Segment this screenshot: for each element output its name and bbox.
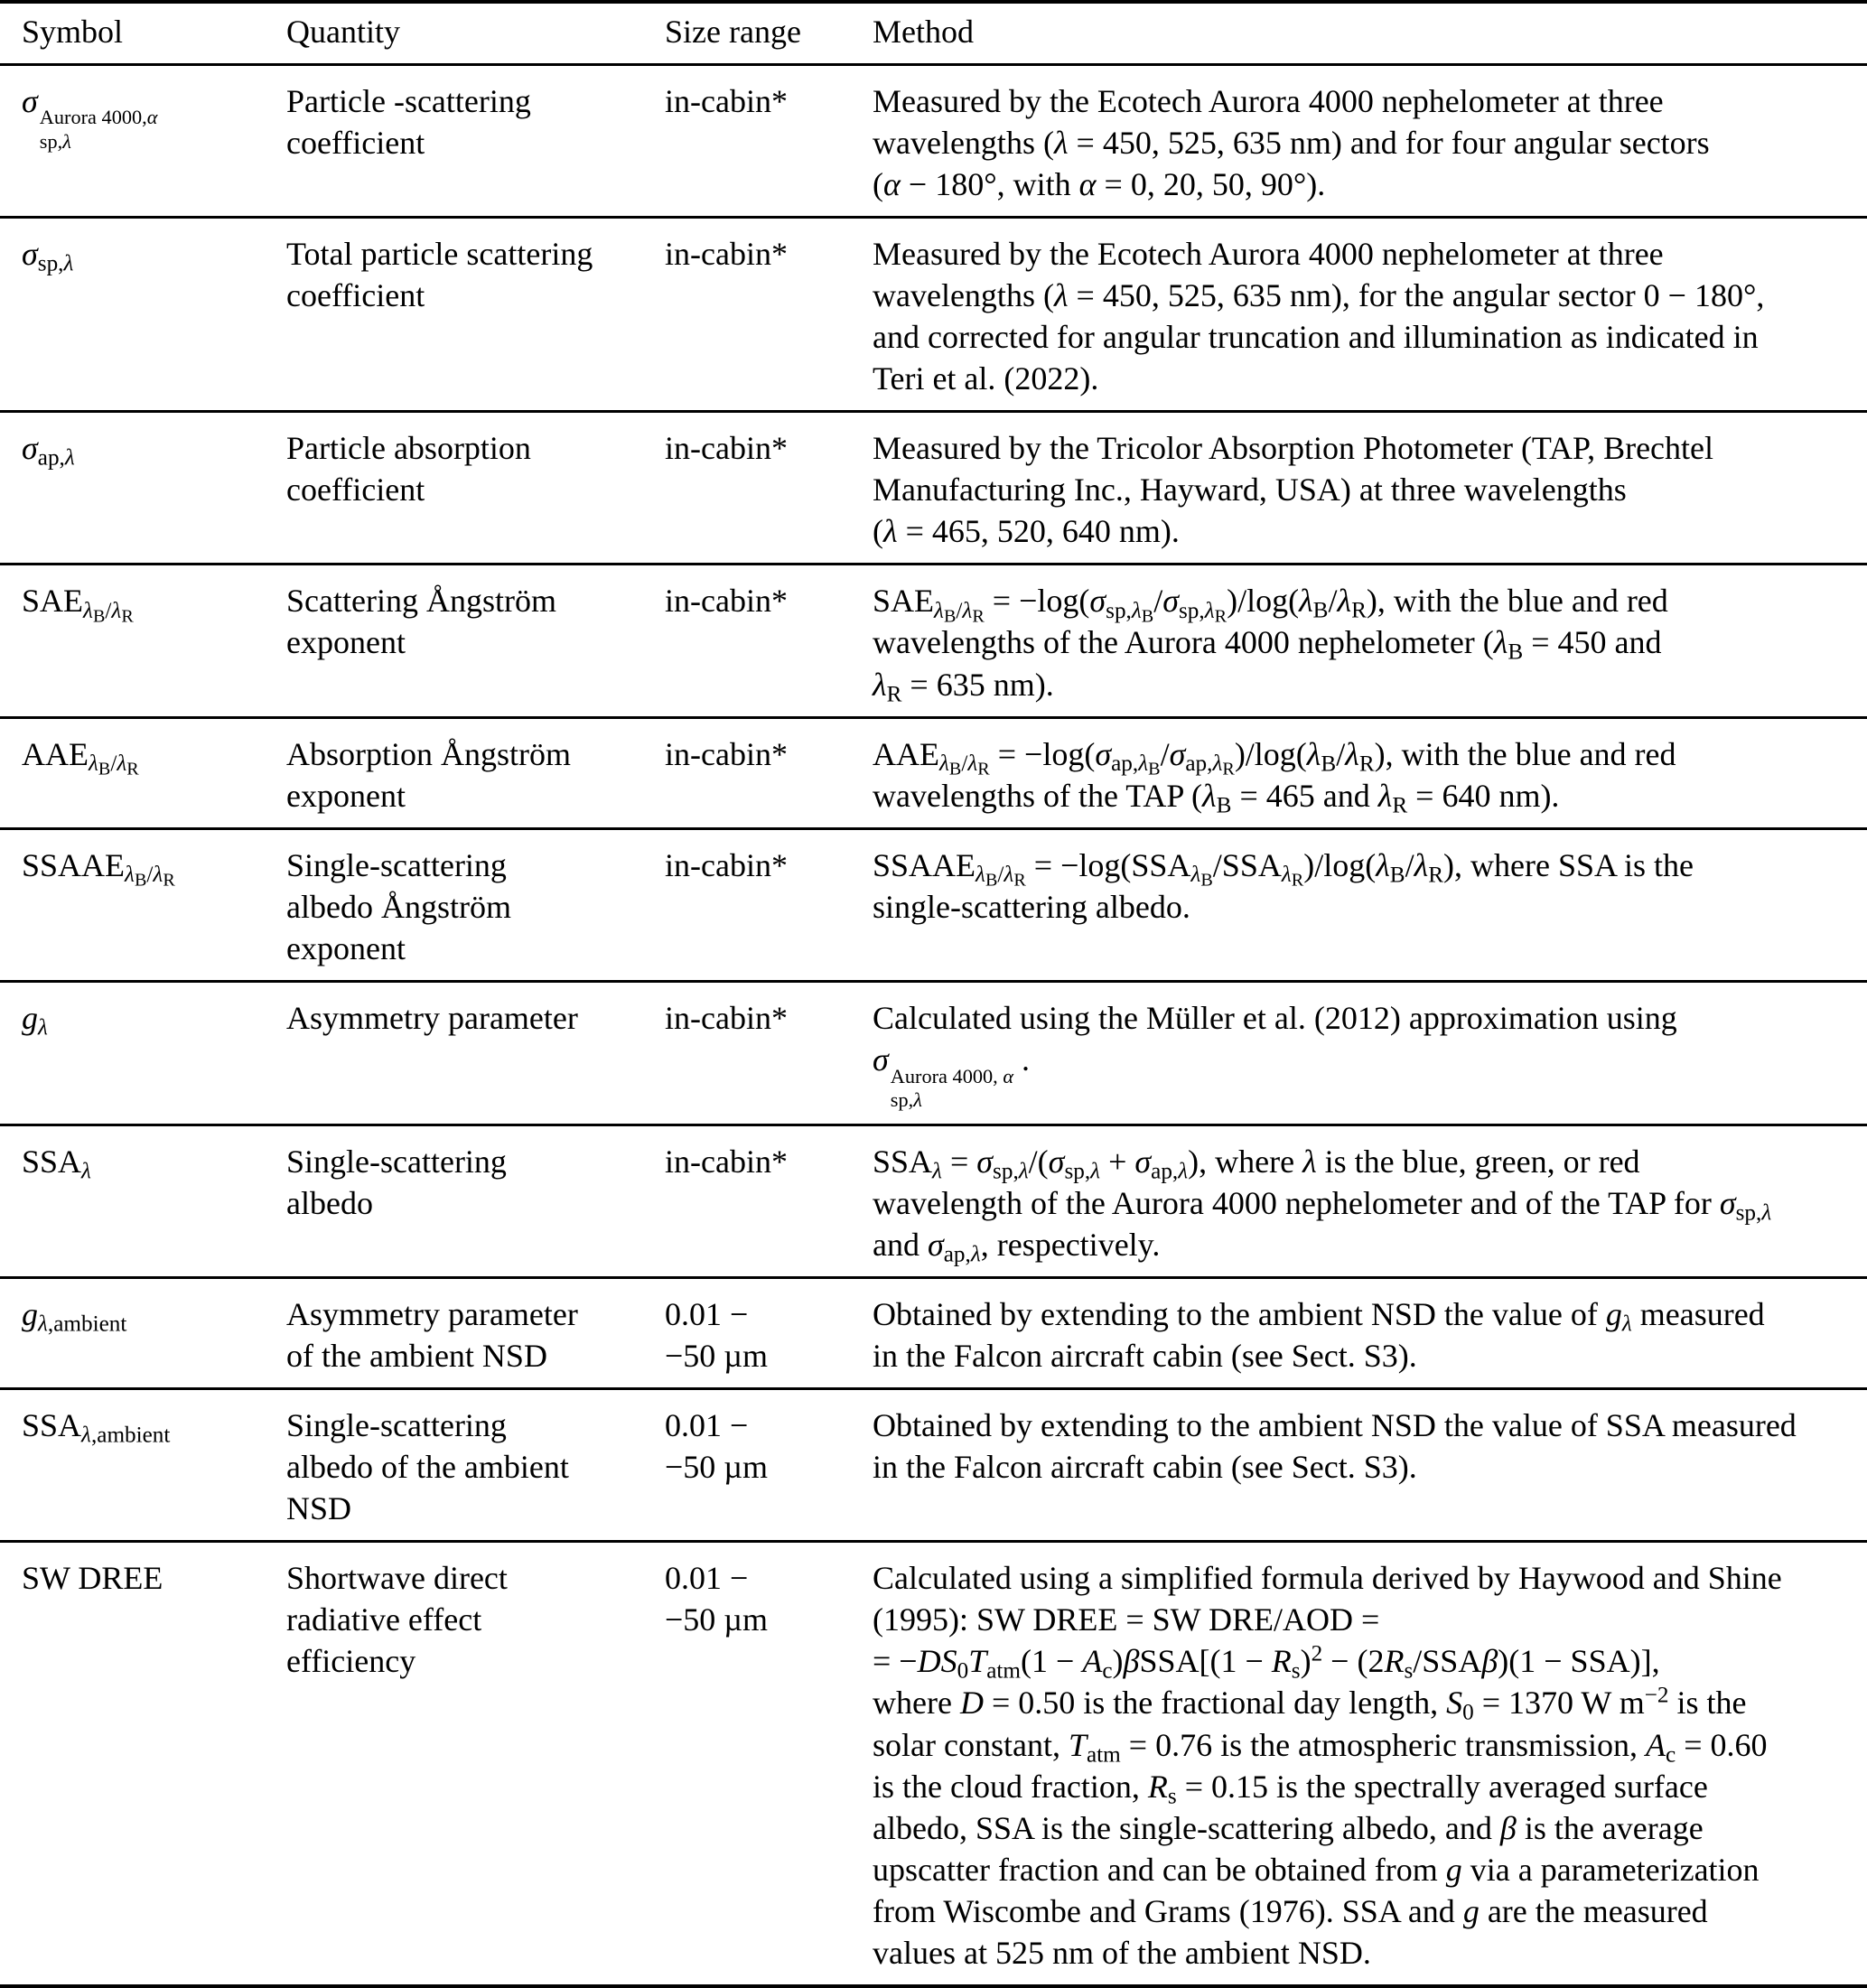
table-row	[0, 1388, 1867, 1541]
size-range-cell: in-cabin*	[665, 217, 873, 411]
symbol-cell: $SSA_{\lambda,ambient}$	[0, 1388, 286, 1541]
quantity-cell: Single-scattering albedo of the ambient NSD	[286, 1388, 665, 1541]
size-range-cell: 0.01 − −50 µm	[665, 1560, 769, 1638]
method-cell: Obtained by extending to the ambient NSD the value of SSA measured in the Falcon aircraft cabin (see Sect. S3).	[873, 1388, 1867, 1541]
table-row	[0, 828, 1867, 981]
table-row	[0, 565, 1867, 717]
symbol-cell: $\sigma_{ap,\lambda}$	[0, 412, 286, 565]
table-body	[0, 64, 1867, 1986]
table-row	[0, 982, 1867, 1125]
method-cell: Obtained by extending to the ambient NSD the value of $g_\lambda$ measured in the Falcon aircraft cabin (see Sect. S3).	[873, 1277, 1867, 1388]
method-cell: Measured by the Tricolor Absorption Photometer (TAP, Brechtel Manufacturing Inc., Hayward, USA) at three wavelengths (λ = 465, 520, 640 nm).	[873, 412, 1867, 565]
size-range-cell: in-cabin*	[665, 565, 873, 717]
quantity-cell: Single-scattering albedo	[286, 1125, 665, 1277]
table-row	[0, 1277, 1867, 1388]
column-header-size-range: Size range	[665, 2, 873, 64]
method-cell: Measured by the Ecotech Aurora 4000 nephelometer at three wavelengths (λ = 450, 525, 635 nm) and for four angular sectors (α − 180°, with α = 0, 20, 50, 90°).	[873, 64, 1867, 217]
symbol-cell: $SAE_{\lambda_B/\lambda_R}$	[0, 565, 286, 717]
symbol-cell: $AAE_{\lambda_B/\lambda_R}$	[0, 717, 286, 828]
method-cell: Measured by the Ecotech Aurora 4000 nephelometer at three wavelengths (λ = 450, 525, 635 nm), for the angular sector 0 − 180°, and corrected for angular truncation and illumination as indicated in Teri et al. (2022).	[873, 217, 1867, 411]
symbol-cell: $SSAAE_{\lambda_B/\lambda_R}$	[0, 828, 286, 981]
method-cell: $SSAAE_{\lambda_B/\lambda_R} = -\log(SSA_{\lambda_B}/SSA_{\lambda_R})/\log(\lambda_B/\lambda_R)$, where SSA is the single-scattering albedo.	[873, 828, 1867, 981]
table-row	[0, 1125, 1867, 1277]
quantity-cell: Single-scattering albedo Ångström exponent	[286, 828, 665, 981]
method-cell: $SAE_{\lambda_B/\lambda_R} = -\log(\sigma_{sp,\lambda_B}/\sigma_{sp,\lambda_R})/\log(\lambda_B/\lambda_R)$, with the blue and red wavelengths of the Aurora 4000 nephelometer ($\lambda_B = 450$ and $\lambda_R = 635$ nm).	[873, 565, 1867, 717]
symbol-cell: $g_{\lambda,ambient}$	[0, 1277, 286, 1388]
quantity-cell: Total particle scattering coefficient	[286, 217, 665, 411]
table-row	[0, 1542, 1867, 1986]
size-range-cell: 0.01 − −50 µm	[665, 1388, 873, 1541]
quantity-cell: Shortwave direct radiative effect efficiency	[286, 1560, 508, 1680]
method-cell: Calculated using a simplified formula derived by Haywood and Shine (1995): SW DREE = SW DRE/AOD = = $-DS_0T_{atm}(1 - A_c)\beta SSA[(1 - R_s)^2 - (2R_s/SSA\beta)(1 - SSA)]$, where D = 0.50 is the fractional day length, $S_0 = 1370$ W $m^{-2}$ is the solar constant, $T_{atm} = 0.76$ is the atmospheric transmission, $A_c = 0.60$ is the cloud fraction, $R_s = 0.15$ is the spectrally averaged surface albedo, SSA is the single-scattering albedo, and β is the average upscatter fraction and can be obtained from g via a parameterization from Wiscombe and Grams (1976). SSA and g are the measured values at 525 nm of the ambient NSD.	[873, 1560, 1782, 1971]
table-row	[0, 217, 1867, 411]
symbol-cell: SW DREE	[22, 1560, 163, 1597]
symbol-cell: $\sigma_{sp,\lambda}$	[0, 217, 286, 411]
size-range-cell: in-cabin*	[665, 64, 873, 217]
quantity-cell: Scattering Ångström exponent	[286, 565, 665, 717]
size-range-cell: 0.01 − −50 µm	[665, 1277, 873, 1388]
symbol-cell: $SSA_\lambda$	[0, 1125, 286, 1277]
table-row	[0, 412, 1867, 565]
column-header-quantity: Quantity	[286, 2, 665, 64]
quantity-cell: Absorption Ångström exponent	[286, 717, 665, 828]
symbol-cell: $g_\lambda$	[0, 982, 286, 1125]
size-range-cell: in-cabin*	[665, 982, 873, 1125]
size-range-cell: in-cabin*	[665, 828, 873, 981]
table-header	[0, 2, 1867, 64]
quantity-cell: Particle -scattering coefficient	[286, 64, 665, 217]
quantity-cell: Particle absorption coefficient	[286, 412, 665, 565]
column-header-method: Method	[873, 2, 1867, 64]
method-cell: $SSA_\lambda = \sigma_{sp,\lambda}/(\sigma_{sp,\lambda} + \sigma_{ap,\lambda})$, where λ is the blue, green, or red wavelength of the Aurora 4000 nephelometer and of the TAP for $\sigma_{sp,\lambda}$ and $\sigma_{ap,\lambda}$, respectively.	[873, 1125, 1867, 1277]
table-header-row	[0, 2, 1867, 64]
column-header-symbol: Symbol	[0, 2, 286, 64]
size-range-cell: in-cabin*	[665, 717, 873, 828]
quantity-cell: Asymmetry parameter	[286, 982, 665, 1125]
quantity-cell: Asymmetry parameter of the ambient NSD	[286, 1277, 665, 1388]
method-cell: $AAE_{\lambda_B/\lambda_R} = -\log(\sigma_{ap,\lambda_B}/\sigma_{ap,\lambda_R})/\log(\lambda_B/\lambda_R)$, with the blue and red wavelengths of the TAP ($\lambda_B = 465$ and $\lambda_R = 640$ nm).	[873, 717, 1867, 828]
size-range-cell: in-cabin*	[665, 1125, 873, 1277]
size-range-cell: in-cabin*	[665, 412, 873, 565]
table-row	[0, 64, 1867, 217]
method-cell: Calculated using the Müller et al. (2012) approximation using σ Aurora 4000, α sp,λ .	[873, 982, 1867, 1125]
symbol-cell: σ Aurora 4000,α sp,λ	[0, 64, 286, 217]
table-row	[0, 717, 1867, 828]
